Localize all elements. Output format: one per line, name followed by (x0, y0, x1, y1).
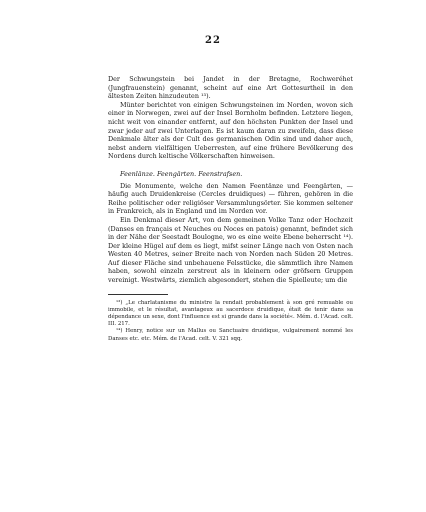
paragraph: Der Schwungstein bei Jandet in der Bretagne, Rochweréhet (Jungfrauenstein) genannt, scheint auf eine Art Gottesurtheil in den ältesten Zeiten hinzudeuten ¹³). (108, 75, 353, 101)
paragraph: Ein Denkmal dieser Art, von dem gemeinen Volke Tanz oder Hochzeit (Danses en français et Neuches ou Noces en patois) genannt, befindet sich in der Nähe der Seestadt Boulogne, wo es eine weite Ebene beherrscht ¹⁴). Der kleine Hügel auf dem es liegt, mifst seiner Länge nach von Osten nach Westen 40 Metres, seiner Breite nach von Norden nach Süden 20 Metres. Auf dieser Fläche sind unbehauene Felsstücke, die sämmtlich ihre Namen haben, sowohl einzeln zerstreut als in kleinern oder gröfsern Gruppen vereinigt. Westwärts, ziemlich abgesondert, stehen die Spielleute; um die (108, 215, 353, 285)
paragraph: Münter berichtet von einigen Schwungsteinen im Norden, wovon sich einer in Norwegen, zwei auf der Insel Bornholm befinden. Letztere liegen, nicht weit von einander entfernt, auf den höchsten Punkten der Insel und zwar jeder auf zwei Unterlagen. Es ist kaum daran zu zweifeln, dass diese Denkmale älter als der Cult des germanischen Odin sind und daher auch, nebst andern vielfältigen Ueberresten, auf eine frühere Bevölkerung des Nordens durch keltische Völkerschaften hinweisen. (108, 100, 353, 161)
footnote-divider (108, 294, 168, 295)
footnotes (108, 300, 353, 343)
page-body (108, 75, 353, 343)
footnote: ¹⁴) Henry, notice sur un Mallus ou Sanctuaire druidique, vulgairement nommé les Danses etc. etc. Mém. de l'Acad. celt. V. 321 sqq. (108, 328, 353, 342)
page-number: 22 (205, 35, 221, 46)
section-heading: Feenlänze. Feengärten. Feenstrafsen. (120, 169, 243, 178)
footnote: ¹³) „Le charlatanisme du ministre la rendait probablement à son gré remuable ou immobile, et le résultat, avantageux au sacerdoce druidique, était de tenir dans sa dépendance un sexe, dont l'influence est si grande dans la société«. Mém. d. l'Acad. celt. III. 217. (108, 299, 353, 328)
paragraph: Die Monumente, welche den Namen Feentänze und Feengärten, — häufig auch Druidenkreise (Cercles druidiques) — führen, gehören in die Reihe politischer oder religiöser Versammlungsörter. Sie kommen seltener in Frankreich, als in England und im Norden vor. (108, 181, 353, 216)
